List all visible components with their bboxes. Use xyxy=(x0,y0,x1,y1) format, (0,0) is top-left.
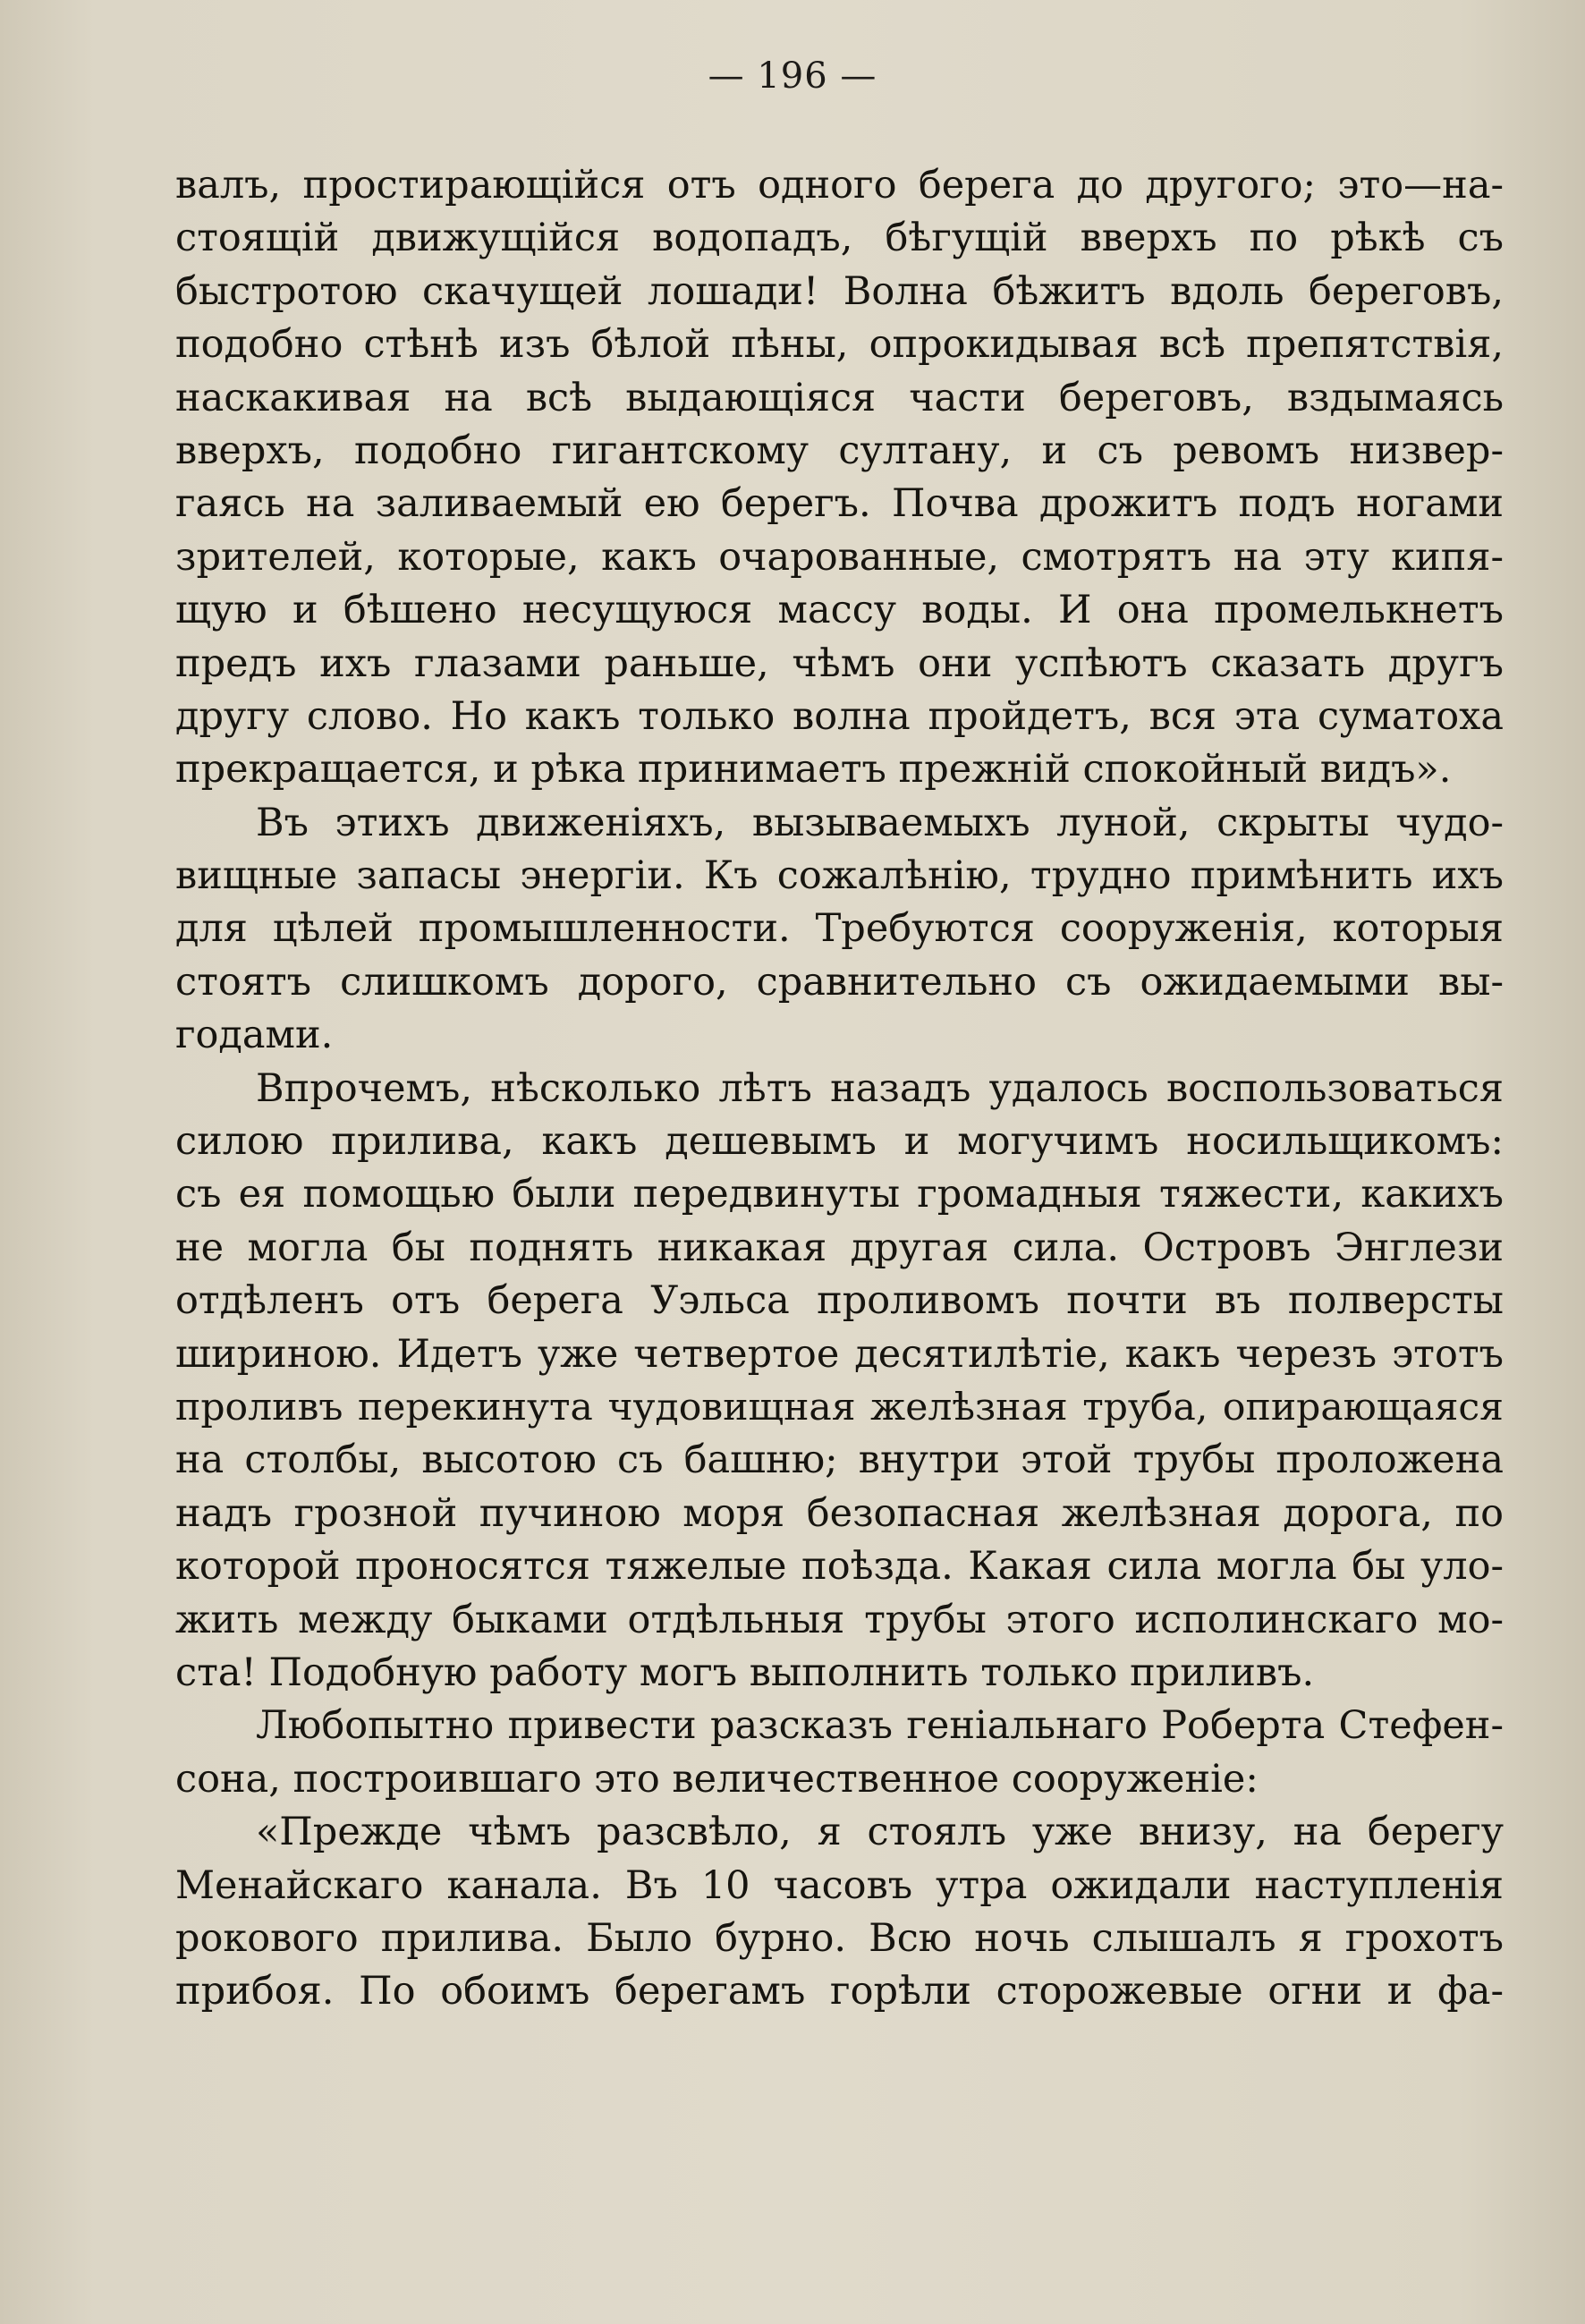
text-line: вищные запасы энергіи. Къ сожалѣнію, трудно примѣнить ихъ xyxy=(175,853,1504,899)
text-line: Впрочемъ, нѣсколько лѣтъ назадъ удалось воспользоваться xyxy=(256,1065,1504,1111)
text-line: которой проносятся тяжелые поѣзда. Какая сила могла бы уло- xyxy=(175,1544,1504,1590)
text-line: предъ ихъ глазами раньше, чѣмъ они успѣютъ сказать другъ xyxy=(175,640,1504,686)
text-line: другу слово. Но какъ только волна пройдетъ, вся эта суматоха xyxy=(175,693,1504,739)
text-line: проливъ перекинута чудовищная желѣзная труба, опирающаяся xyxy=(175,1385,1504,1429)
page-number: — 196 — xyxy=(708,55,877,97)
text-line: «Прежде чѣмъ разсвѣло, я стоялъ уже внизу, на берегу xyxy=(256,1810,1504,1855)
text-line: Въ этихъ движеніяхъ, вызываемыхъ луной, скрыты чудо- xyxy=(256,800,1504,845)
text-line: отдѣленъ отъ берега Уэльса проливомъ почти въ полверсты xyxy=(175,1278,1504,1324)
text-line: ста! Подобную работу могъ выполнить только приливъ. xyxy=(175,1650,1315,1695)
text-line: съ ея помощью были передвинуты громадныя тяжести, какихъ xyxy=(175,1172,1504,1217)
text-line: Менайскаго канала. Въ 10 часовъ утра ожидали наступленія xyxy=(175,1862,1504,1908)
text-line: валъ, простирающійся отъ одного берега до другого; это—на- xyxy=(175,163,1504,208)
text-line: шириною. Идетъ уже четвертое десятилѣтіе, какъ черезъ этотъ xyxy=(175,1331,1504,1377)
text-line: годами. xyxy=(175,1013,334,1058)
text-line: стоящій движущійся водопадъ, бѣгущій вверхъ по рѣкѣ съ xyxy=(175,216,1504,261)
text-line: силою прилива, какъ дешевымъ и могучимъ носильщикомъ: xyxy=(175,1119,1504,1165)
text-line: прибоя. По обоимъ берегамъ горѣли сторожевые огни и фа- xyxy=(175,1969,1504,2014)
text-line: зрителей, которые, какъ очарованные, смотрятъ на эту кипя- xyxy=(175,534,1504,580)
body-text xyxy=(175,159,1504,2019)
text-line: наскакивая на всѣ выдающіяся части береговъ, вздымаясь xyxy=(175,375,1504,420)
text-line: подобно стѣнѣ изъ бѣлой пѣны, опрокидывая всѣ препятствія, xyxy=(175,322,1504,368)
text-line: сона, построившаго это величественное сооруженіе: xyxy=(175,1756,1259,1802)
text-line: быстротою скачущей лошади! Волна бѣжитъ вдоль береговъ, xyxy=(175,268,1504,314)
text-line: для цѣлей промышленности. Требуются сооруженія, которыя xyxy=(175,906,1504,952)
text-line: надъ грозной пучиною моря безопасная желѣзная дорога, по xyxy=(175,1490,1504,1536)
text-line: Любопытно привести разсказъ геніальнаго Роберта Стефен- xyxy=(256,1703,1504,1749)
text-line: стоятъ слишкомъ дорого, сравнительно съ ожидаемыми вы- xyxy=(175,959,1504,1005)
text-line: гаясь на заливаемый ею берегъ. Почва дрожитъ подъ ногами xyxy=(175,481,1504,527)
text-line: рокового прилива. Было бурно. Всю ночь слышалъ я грохотъ xyxy=(175,1915,1504,1961)
text-line: жить между быками отдѣльныя трубы этого исполинскаго мо- xyxy=(175,1597,1504,1642)
text-line: прекращается, и рѣка принимаетъ прежній спокойный видъ». xyxy=(175,747,1452,793)
text-line: на столбы, высотою съ башню; внутри этой трубы проложена xyxy=(175,1438,1504,1483)
text-line: вверхъ, подобно гигантскому султану, и съ ревомъ низвер- xyxy=(175,428,1504,473)
text-line: не могла бы поднять никакая другая сила. Островъ Энглези xyxy=(175,1225,1504,1270)
text-line: щую и бѣшено несущуюся массу воды. И она промелькнетъ xyxy=(175,588,1504,633)
